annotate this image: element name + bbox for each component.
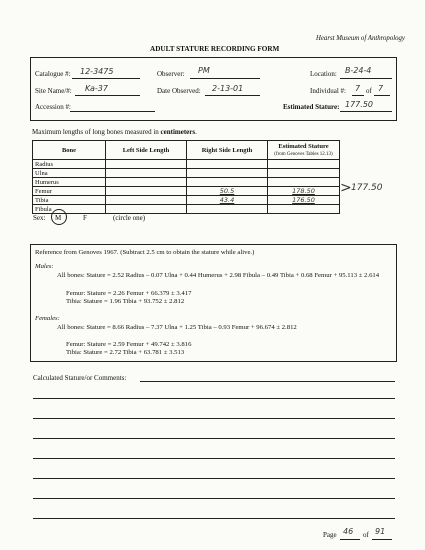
- comment-line[interactable]: [140, 381, 395, 382]
- col-stature-sub: (from Genoves Tables 12.13): [274, 151, 333, 157]
- bones-intro-unit: centimeters: [160, 128, 196, 136]
- form-title: ADULT STATURE RECORDING FORM: [150, 45, 280, 53]
- bones-intro: [32, 128, 197, 136]
- observer-label: Observer:: [157, 70, 185, 78]
- bone-name: Radius: [33, 160, 106, 169]
- table-row: [33, 205, 340, 214]
- catalogue-line: [72, 78, 140, 79]
- sex-m-option[interactable]: M: [55, 214, 62, 222]
- date-value[interactable]: 2-13-01: [212, 84, 244, 93]
- comment-line[interactable]: [33, 398, 395, 399]
- left-length[interactable]: [106, 196, 187, 205]
- comments-label: Calculated Stature/or Comments:: [33, 374, 127, 382]
- stature-value[interactable]: [268, 160, 340, 169]
- accession-line: [70, 111, 155, 112]
- stature-value[interactable]: 176.50: [268, 196, 340, 205]
- catalogue-label: Catalogue #:: [35, 70, 71, 78]
- table-row: [33, 196, 340, 205]
- males-tibia-formula: Tibia: Stature = 1.96 Tibia + 93.752 ± 2.812: [66, 298, 185, 305]
- comment-line[interactable]: [33, 438, 395, 439]
- individual-total-line: [374, 95, 390, 96]
- est-stature-label: Estimated Stature:: [283, 103, 340, 111]
- table-row: [33, 178, 340, 187]
- bracket-value[interactable]: 177.50: [351, 183, 383, 193]
- right-length[interactable]: [187, 169, 268, 178]
- females-tibia-formula: Tibia: Stature = 2.72 Tibia + 63.781 ± 3.513: [66, 349, 185, 356]
- females-all-formula: All bones: Stature = 8.66 Radius – 7.37 Ulna + 1.25 Tibia – 0.93 Femur + 96.674 ± 2.812: [57, 324, 297, 331]
- individual-value[interactable]: 7: [355, 84, 361, 93]
- est-stature-value[interactable]: 177.50: [345, 100, 373, 109]
- comment-line[interactable]: [33, 498, 395, 499]
- location-line: [340, 78, 392, 79]
- individual-line: [352, 95, 364, 96]
- location-value[interactable]: B-24-4: [345, 66, 372, 75]
- comment-line[interactable]: [33, 478, 395, 479]
- right-length[interactable]: 43.4: [187, 196, 268, 205]
- right-length[interactable]: [187, 160, 268, 169]
- males-all-formula: All bones: Stature = 2.52 Radius – 0.07 Ulna + 0.44 Humerus + 2.98 Fibula – 0.49 Tibia + 0.68 Femur + 95.113 ± 2.614: [57, 272, 380, 279]
- bone-name: Fibula: [33, 205, 106, 214]
- col-bone: Bone: [33, 141, 106, 160]
- catalogue-value[interactable]: 12-3475: [80, 67, 114, 76]
- comment-line[interactable]: [33, 418, 395, 419]
- col-left: Left Side Length: [106, 141, 187, 160]
- site-label: Site Name/#:: [35, 87, 72, 95]
- observer-line: [190, 78, 260, 79]
- date-line: [205, 95, 260, 96]
- observer-value[interactable]: PM: [198, 66, 210, 75]
- table-header-row: [33, 141, 340, 160]
- bracket-icon: >: [340, 180, 352, 196]
- right-length[interactable]: [187, 178, 268, 187]
- table-row: [33, 169, 340, 178]
- left-length[interactable]: [106, 169, 187, 178]
- site-value[interactable]: Ka-37: [85, 84, 108, 93]
- stature-value[interactable]: 178.50: [268, 187, 340, 196]
- left-length[interactable]: [106, 160, 187, 169]
- individual-of: of: [366, 87, 372, 95]
- bone-name: Ulna: [33, 169, 106, 178]
- est-stature-line: [340, 111, 392, 112]
- females-label: Females:: [35, 315, 60, 322]
- bone-name: Femur: [33, 187, 106, 196]
- stature-value[interactable]: [268, 205, 340, 214]
- individual-total[interactable]: 7: [378, 84, 384, 93]
- page-label: Page: [323, 531, 337, 539]
- reference-title: Reference from Genoves 1967. (Subtract 2.5 cm to obtain the stature while alive.): [35, 249, 255, 256]
- page-line: [340, 539, 360, 540]
- page-value[interactable]: 46: [343, 527, 354, 536]
- males-label: Males:: [35, 263, 54, 270]
- left-length[interactable]: [106, 187, 187, 196]
- location-label: Location:: [310, 70, 337, 78]
- col-right: Right Side Length: [187, 141, 268, 160]
- sex-label: Sex:: [33, 214, 46, 222]
- individual-label: Individual #:: [310, 87, 346, 95]
- stature-value[interactable]: [268, 169, 340, 178]
- males-femur-formula: Femur: Stature = 2.26 Femur + 66.379 ± 3.417: [66, 290, 192, 297]
- left-length[interactable]: [106, 205, 187, 214]
- bone-name: Humerus: [33, 178, 106, 187]
- bones-intro-prefix: Maximum lengths of long bones measured in: [32, 128, 161, 136]
- stature-value[interactable]: [268, 178, 340, 187]
- comment-line[interactable]: [33, 518, 395, 519]
- table-row: [33, 187, 340, 196]
- table-row: [33, 160, 340, 169]
- bones-intro-suffix: .: [195, 128, 197, 136]
- page-of: of: [363, 531, 369, 539]
- bones-table: [32, 140, 340, 214]
- left-length[interactable]: [106, 178, 187, 187]
- page-total[interactable]: 91: [375, 527, 386, 536]
- date-label: Date Observed:: [157, 87, 201, 95]
- comment-line[interactable]: [33, 458, 395, 459]
- page-total-line: [372, 539, 392, 540]
- museum-name: Hearst Museum of Anthropology: [316, 35, 405, 42]
- accession-label: Accession #:: [35, 103, 71, 111]
- col-stature-title: Estimated Stature: [278, 142, 329, 150]
- site-line: [75, 95, 140, 96]
- bone-name: Tibia: [33, 196, 106, 205]
- col-stature: [268, 141, 340, 160]
- sex-f-option[interactable]: F: [83, 214, 87, 222]
- right-length[interactable]: 50.5: [187, 187, 268, 196]
- females-femur-formula: Femur: Stature = 2.59 Femur + 49.742 ± 3.816: [66, 341, 192, 348]
- right-length[interactable]: [187, 205, 268, 214]
- sex-note: (circle one): [113, 214, 146, 222]
